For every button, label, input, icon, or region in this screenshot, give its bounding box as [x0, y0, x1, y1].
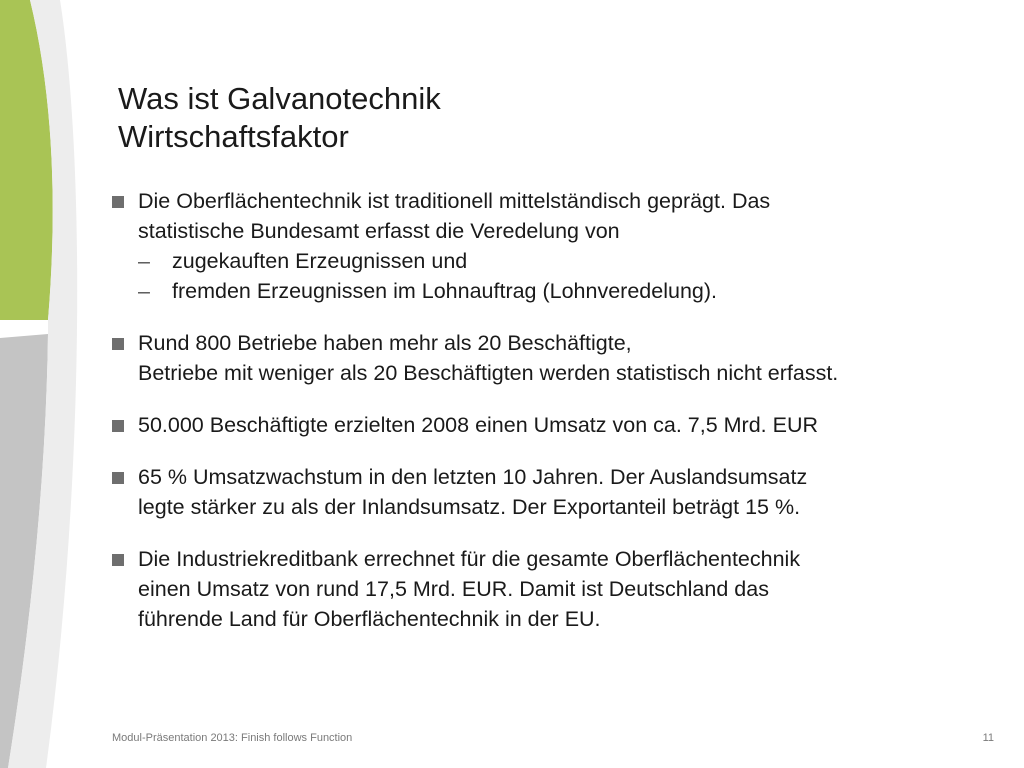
sub-item-text: zugekauften Erzeugnissen und [172, 249, 468, 273]
slide-title [118, 80, 441, 156]
bullet-item [112, 544, 992, 634]
bullet-text: Die Oberflächentechnik ist traditionell mittelständisch geprägt. Das [138, 189, 771, 213]
bullet-text: Die Industriekreditbank errechnet für die gesamte Oberflächentechnik [138, 547, 801, 571]
bullet-text: legte stärker zu als der Inlandsumsatz. Der Exportanteil beträgt 15 %. [138, 495, 801, 519]
sub-item [138, 276, 992, 306]
dash-icon: – [138, 279, 150, 303]
bullet-text: Rund 800 Betriebe haben mehr als 20 Beschäftigte, [138, 331, 632, 355]
title-line-2: Wirtschaftsfaktor [118, 119, 349, 154]
page-number: 11 [982, 732, 994, 744]
bullet-item [112, 186, 992, 306]
bullet-text: führende Land für Oberflächentechnik in der EU. [138, 607, 601, 631]
bullet-text: statistische Bundesamt erfasst die Veredelung von [138, 219, 620, 243]
bullet-text: 50.000 Beschäftigte erzielten 2008 einen Umsatz von ca. 7,5 Mrd. EUR [138, 413, 819, 437]
square-bullet-icon [112, 196, 124, 208]
square-bullet-icon [112, 554, 124, 566]
sub-item-text: fremden Erzeugnissen im Lohnauftrag (Lohnveredelung). [172, 279, 717, 303]
dash-icon: – [138, 249, 150, 273]
slide-footer: Modul-Präsentation 2013: Finish follows Function [112, 732, 353, 744]
square-bullet-icon [112, 420, 124, 432]
bullet-text: Betriebe mit weniger als 20 Beschäftigten werden statistisch nicht erfasst. [138, 361, 839, 385]
bullet-text: einen Umsatz von rund 17,5 Mrd. EUR. Damit ist Deutschland das [138, 577, 769, 601]
bullet-list [112, 186, 992, 656]
bullet-item [112, 328, 992, 388]
bullet-text: 65 % Umsatzwachstum in den letzten 10 Jahren. Der Auslandsumsatz [138, 465, 808, 489]
square-bullet-icon [112, 338, 124, 350]
title-line-1: Was ist Galvanotechnik [118, 81, 441, 116]
bullet-item [112, 410, 992, 440]
sub-item [138, 246, 992, 276]
bullet-item [112, 462, 992, 522]
decorative-side-arcs [0, 0, 110, 768]
square-bullet-icon [112, 472, 124, 484]
